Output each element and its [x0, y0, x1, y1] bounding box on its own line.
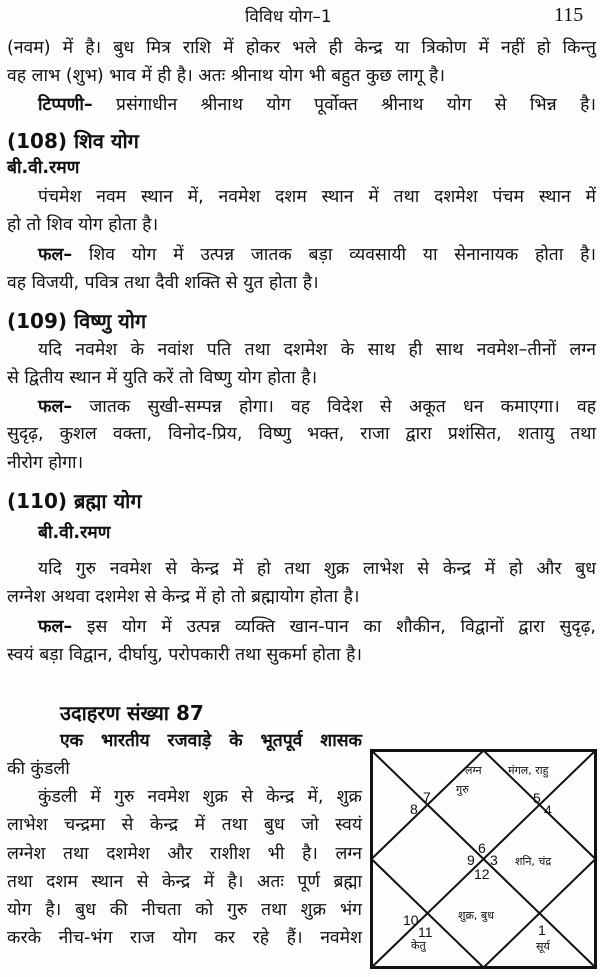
text-line: कुंडली में गुरु नवमेश शुक्र से केन्द्र में, शुक्र [38, 787, 362, 807]
fal-paragraph [38, 615, 596, 639]
label-lagna: लग्न [465, 764, 482, 777]
section-heading: (110) ब्रह्मा योग [7, 489, 142, 513]
text-line: पंचमेश नवम स्थान में, नवमेश दशम स्थान में तथा दशमेश पंचम स्थान में [38, 187, 596, 207]
text-line: करके नीच-भंग राज योग कर रहे हैं। नवमेश [7, 928, 362, 948]
kundali-grid [370, 749, 597, 969]
house-number: 8 [410, 801, 418, 817]
text-line: (नवम) में है। बुध मित्र राशि में होकर भले ही केन्द्र या त्रिकोण में नहीं हो किन्तु [7, 38, 596, 58]
text-line: लाभेश चन्द्रमा से केन्द्र में तथा बुध जो स्वयं [7, 815, 362, 835]
house-number: 9 [467, 852, 475, 868]
label-shukra-budh: शुक्र, बुध [458, 909, 494, 922]
page-number: 115 [554, 4, 584, 26]
label-ketu: केतु [411, 939, 426, 952]
house-number: 11 [418, 924, 433, 940]
text-line: स्वयं बड़ा विद्वान, दीर्घायु, परोपकारी तथा सुकर्मा होता है। [7, 645, 363, 665]
text-line: लग्नेश अथवा दशमेश से केन्द्र में हो तो ब्रह्मायोग होता है। [7, 587, 360, 607]
text-line: योग है। बुध की नीचता को गुरु तथा शुक्र भंग [7, 900, 362, 920]
text-line: हो तो शिव योग होता है। [7, 215, 159, 235]
house-number: 6 [478, 840, 486, 856]
note-label: टिप्पणी– [38, 95, 93, 115]
fal-paragraph [38, 243, 596, 267]
text-line: यदि नवमेश के नवांश पति तथा दशमेश के साथ ही साथ नवमेश–तीनों लग्न [38, 340, 596, 360]
running-title: विविध योग–1 [245, 7, 332, 27]
example-heading: उदाहरण संख्या 87 [60, 701, 204, 725]
fal-label: फल– [38, 397, 73, 417]
example-subtitle-cont: की कुंडली [7, 759, 70, 779]
text-line: यदि गुरु नवमेश से केन्द्र में हो तथा शुक्र लाभेश से केन्द्र में हो और बुध [38, 559, 596, 579]
section-heading: (108) शिव योग [7, 129, 139, 153]
text-line: लग्नेश तथा दशमेश और राशीश भी है। लग्न [7, 844, 362, 864]
kundali-chart [370, 749, 597, 969]
section-heading: (109) विष्णु योग [7, 309, 147, 333]
fal-label: फल– [38, 617, 73, 637]
house-number: 4 [544, 802, 552, 818]
house-number: 3 [490, 852, 498, 868]
house-number: 1 [538, 922, 546, 938]
text-line: तथा दशम स्थान से केन्द्र में है। अतः पूर्ण ब्रह्मा [7, 872, 362, 892]
label-guru: गुरु [456, 783, 469, 796]
text-line: सुदृढ़, कुशल वक्ता, विनोद-प्रिय, विष्णु भक्त, राजा द्वारा प्रशंसित, शतायु तथा [7, 424, 596, 444]
note-paragraph [38, 93, 596, 117]
fal-label: फल– [38, 245, 73, 265]
fal-text: शिव योग में उत्पन्न जातक बड़ा व्यवसायी या सेनानायक होता है। [72, 245, 596, 265]
label-shani-chandra: शनि, चंद्र [515, 855, 552, 868]
text-line: नीरोग होगा। [7, 453, 84, 473]
house-number: 7 [423, 789, 431, 805]
fal-text: इस योग में उत्पन्न व्यक्ति खान-पान का शौकीन, विद्वानों द्वारा सुदृढ़, [72, 617, 596, 637]
house-number: 5 [533, 790, 541, 806]
text-line: से द्वितीय स्थान में युति करें तो विष्णु योग होता है। [7, 368, 318, 388]
label-surya: सूर्य [536, 940, 550, 953]
house-number: 12 [474, 866, 490, 882]
house-number: 10 [403, 912, 419, 928]
source-label: बी.वी.रमण [38, 523, 111, 543]
text-line: वह विजयी, पवित्र तथा दैवी शक्ति से युत होता है। [7, 273, 319, 293]
source-label: बी.वी.रमण [7, 158, 80, 178]
note-text: प्रसंगाधीन श्रीनाथ योग पूर्वोक्त श्रीनाथ योग से भिन्न है। [92, 95, 596, 115]
fal-paragraph [38, 395, 596, 419]
label-mangal-rahu: मंगल, राहु [508, 764, 549, 777]
example-subtitle: एक भारतीय रजवाड़े के भूतपूर्व शासक [60, 731, 362, 751]
fal-text: जातक सुखी-सम्पन्न होगा। वह विदेश से अकूत धन कमाएगा। वह [72, 397, 596, 417]
text-line: वह लाभ (शुभ) भाव में ही है। अतः श्रीनाथ योग भी बहुत कुछ लागू है। [7, 66, 445, 86]
